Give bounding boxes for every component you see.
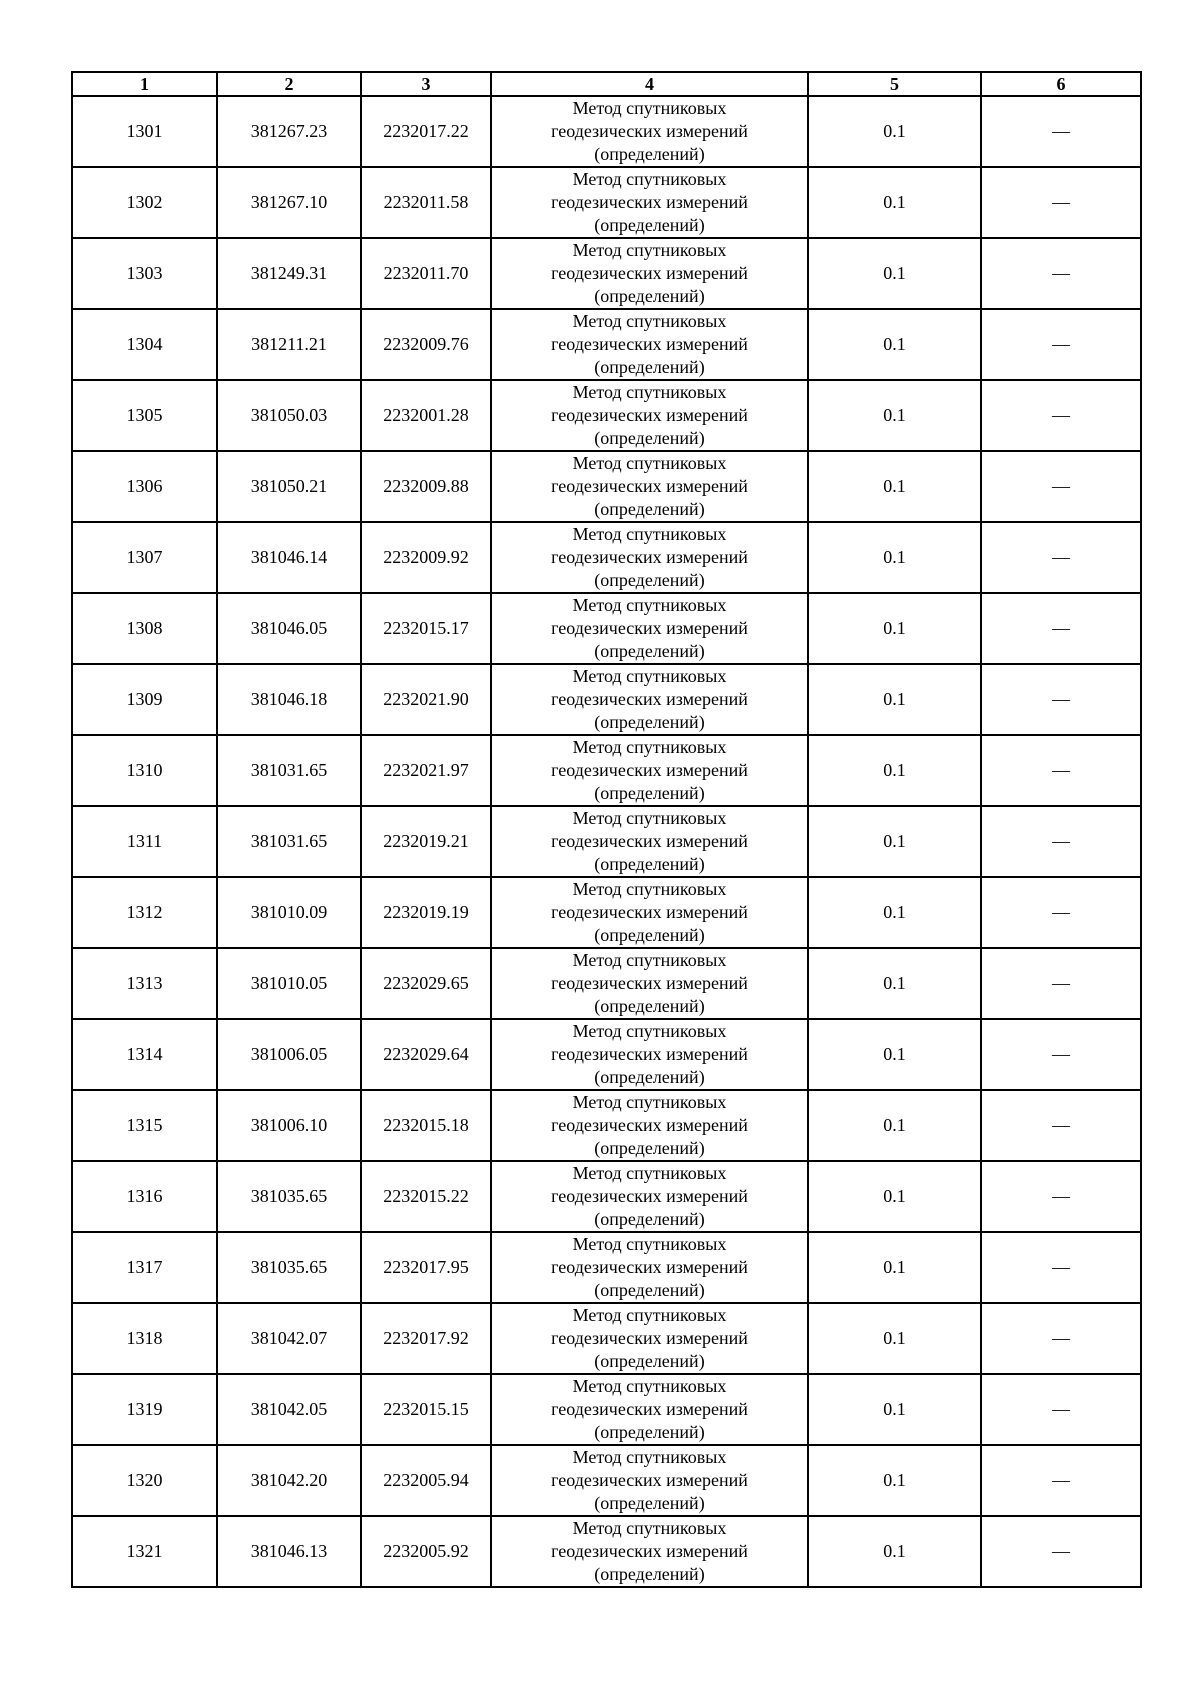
note-cell: — (981, 1090, 1141, 1161)
method-cell (491, 948, 808, 1019)
accuracy-cell: 0.1 (808, 522, 981, 593)
method-cell (491, 1445, 808, 1516)
y-coordinate-cell: 2232009.92 (361, 522, 491, 593)
method-line: геодезических измерений (551, 334, 748, 354)
table-row (72, 1090, 1141, 1161)
x-coordinate-cell: 381006.05 (217, 1019, 361, 1090)
table-row (72, 96, 1141, 167)
accuracy-cell: 0.1 (808, 1161, 981, 1232)
note-cell: — (981, 238, 1141, 309)
method-line: геодезических измерений (551, 760, 748, 780)
accuracy-cell: 0.1 (808, 96, 981, 167)
method-line: (определений) (594, 357, 705, 377)
method-line: геодезических измерений (551, 192, 748, 212)
method-line: (определений) (594, 925, 705, 945)
x-coordinate-cell: 381042.05 (217, 1374, 361, 1445)
note-cell: — (981, 593, 1141, 664)
accuracy-cell: 0.1 (808, 1232, 981, 1303)
method-line: Метод спутниковых (572, 453, 727, 473)
y-coordinate-cell: 2232029.65 (361, 948, 491, 1019)
point-number-cell: 1301 (72, 96, 217, 167)
point-number-cell: 1313 (72, 948, 217, 1019)
y-coordinate-cell: 2232017.22 (361, 96, 491, 167)
point-number-cell: 1317 (72, 1232, 217, 1303)
method-cell (491, 877, 808, 948)
method-line: Метод спутниковых (572, 879, 727, 899)
method-line: Метод спутниковых (572, 240, 727, 260)
y-coordinate-cell: 2232015.15 (361, 1374, 491, 1445)
method-line: (определений) (594, 570, 705, 590)
method-line: геодезических измерений (551, 1186, 748, 1206)
note-cell: — (981, 1161, 1141, 1232)
method-line: (определений) (594, 996, 705, 1016)
y-coordinate-cell: 2232009.76 (361, 309, 491, 380)
method-line: Метод спутниковых (572, 808, 727, 828)
note-cell: — (981, 1516, 1141, 1587)
point-number-cell: 1304 (72, 309, 217, 380)
method-line: Метод спутниковых (572, 950, 727, 970)
point-number-cell: 1306 (72, 451, 217, 522)
note-cell: — (981, 948, 1141, 1019)
x-coordinate-cell: 381035.65 (217, 1161, 361, 1232)
method-cell (491, 1516, 808, 1587)
table-row (72, 806, 1141, 877)
method-line: геодезических измерений (551, 405, 748, 425)
method-line: Метод спутниковых (572, 98, 727, 118)
method-cell (491, 96, 808, 167)
y-coordinate-cell: 2232019.19 (361, 877, 491, 948)
table-row (72, 1161, 1141, 1232)
note-cell: — (981, 1303, 1141, 1374)
header-col-1: 1 (72, 72, 217, 96)
method-line: Метод спутниковых (572, 1518, 727, 1538)
x-coordinate-cell: 381042.07 (217, 1303, 361, 1374)
method-line: (определений) (594, 215, 705, 235)
method-line: (определений) (594, 712, 705, 732)
header-col-3: 3 (361, 72, 491, 96)
accuracy-cell: 0.1 (808, 1019, 981, 1090)
method-line: (определений) (594, 1280, 705, 1300)
note-cell: — (981, 167, 1141, 238)
method-line: геодезических измерений (551, 831, 748, 851)
accuracy-cell: 0.1 (808, 451, 981, 522)
accuracy-cell: 0.1 (808, 664, 981, 735)
note-cell: — (981, 451, 1141, 522)
method-cell (491, 451, 808, 522)
note-cell: — (981, 1019, 1141, 1090)
x-coordinate-cell: 381211.21 (217, 309, 361, 380)
accuracy-cell: 0.1 (808, 735, 981, 806)
x-coordinate-cell: 381010.05 (217, 948, 361, 1019)
method-cell (491, 1090, 808, 1161)
method-line: (определений) (594, 783, 705, 803)
note-cell: — (981, 96, 1141, 167)
x-coordinate-cell: 381010.09 (217, 877, 361, 948)
note-cell: — (981, 309, 1141, 380)
method-cell (491, 380, 808, 451)
accuracy-cell: 0.1 (808, 593, 981, 664)
method-line: Метод спутниковых (572, 1163, 727, 1183)
method-line: (определений) (594, 1493, 705, 1513)
method-cell (491, 806, 808, 877)
method-line: Метод спутниковых (572, 1447, 727, 1467)
method-cell (491, 1374, 808, 1445)
accuracy-cell: 0.1 (808, 380, 981, 451)
accuracy-cell: 0.1 (808, 167, 981, 238)
method-line: Метод спутниковых (572, 595, 727, 615)
table-row (72, 735, 1141, 806)
x-coordinate-cell: 381046.13 (217, 1516, 361, 1587)
point-number-cell: 1314 (72, 1019, 217, 1090)
x-coordinate-cell: 381046.05 (217, 593, 361, 664)
method-line: (определений) (594, 428, 705, 448)
method-line: Метод спутниковых (572, 1092, 727, 1112)
y-coordinate-cell: 2232015.18 (361, 1090, 491, 1161)
accuracy-cell: 0.1 (808, 238, 981, 309)
table-header (72, 72, 1141, 96)
method-line: Метод спутниковых (572, 382, 727, 402)
y-coordinate-cell: 2232009.88 (361, 451, 491, 522)
coordinates-table (71, 71, 1142, 1588)
point-number-cell: 1319 (72, 1374, 217, 1445)
method-line: геодезических измерений (551, 263, 748, 283)
method-line: геодезических измерений (551, 1044, 748, 1064)
method-line: геодезических измерений (551, 1470, 748, 1490)
method-line: геодезических измерений (551, 689, 748, 709)
method-line: геодезических измерений (551, 1115, 748, 1135)
point-number-cell: 1320 (72, 1445, 217, 1516)
method-line: геодезических измерений (551, 1399, 748, 1419)
accuracy-cell: 0.1 (808, 1303, 981, 1374)
point-number-cell: 1303 (72, 238, 217, 309)
table-body (72, 96, 1141, 1587)
method-cell (491, 522, 808, 593)
method-line: геодезических измерений (551, 1328, 748, 1348)
method-cell (491, 1303, 808, 1374)
method-line: (определений) (594, 1067, 705, 1087)
method-line: (определений) (594, 641, 705, 661)
table-row (72, 1516, 1141, 1587)
method-line: (определений) (594, 854, 705, 874)
note-cell: — (981, 1232, 1141, 1303)
point-number-cell: 1315 (72, 1090, 217, 1161)
method-line: геодезических измерений (551, 1541, 748, 1561)
table-row (72, 1303, 1141, 1374)
method-line: (определений) (594, 1564, 705, 1584)
y-coordinate-cell: 2232029.64 (361, 1019, 491, 1090)
y-coordinate-cell: 2232011.70 (361, 238, 491, 309)
accuracy-cell: 0.1 (808, 1445, 981, 1516)
point-number-cell: 1311 (72, 806, 217, 877)
header-col-5: 5 (808, 72, 981, 96)
accuracy-cell: 0.1 (808, 1090, 981, 1161)
point-number-cell: 1312 (72, 877, 217, 948)
x-coordinate-cell: 381035.65 (217, 1232, 361, 1303)
method-cell (491, 593, 808, 664)
x-coordinate-cell: 381050.03 (217, 380, 361, 451)
method-cell (491, 1232, 808, 1303)
header-col-2: 2 (217, 72, 361, 96)
method-line: Метод спутниковых (572, 1234, 727, 1254)
accuracy-cell: 0.1 (808, 1516, 981, 1587)
point-number-cell: 1316 (72, 1161, 217, 1232)
table-row (72, 1232, 1141, 1303)
note-cell: — (981, 806, 1141, 877)
method-line: геодезических измерений (551, 1257, 748, 1277)
table-row (72, 1374, 1141, 1445)
method-cell (491, 238, 808, 309)
method-line: Метод спутниковых (572, 1021, 727, 1041)
note-cell: — (981, 735, 1141, 806)
note-cell: — (981, 1374, 1141, 1445)
method-line: геодезических измерений (551, 618, 748, 638)
method-line: Метод спутниковых (572, 524, 727, 544)
point-number-cell: 1321 (72, 1516, 217, 1587)
note-cell: — (981, 877, 1141, 948)
accuracy-cell: 0.1 (808, 806, 981, 877)
table-row (72, 664, 1141, 735)
y-coordinate-cell: 2232017.92 (361, 1303, 491, 1374)
note-cell: — (981, 522, 1141, 593)
y-coordinate-cell: 2232017.95 (361, 1232, 491, 1303)
y-coordinate-cell: 2232011.58 (361, 167, 491, 238)
y-coordinate-cell: 2232005.92 (361, 1516, 491, 1587)
table-row (72, 522, 1141, 593)
method-line: (определений) (594, 1422, 705, 1442)
method-line: (определений) (594, 1138, 705, 1158)
y-coordinate-cell: 2232019.21 (361, 806, 491, 877)
point-number-cell: 1307 (72, 522, 217, 593)
x-coordinate-cell: 381050.21 (217, 451, 361, 522)
point-number-cell: 1302 (72, 167, 217, 238)
table-row (72, 1019, 1141, 1090)
header-col-4: 4 (491, 72, 808, 96)
x-coordinate-cell: 381006.10 (217, 1090, 361, 1161)
y-coordinate-cell: 2232021.90 (361, 664, 491, 735)
x-coordinate-cell: 381249.31 (217, 238, 361, 309)
table-row (72, 380, 1141, 451)
y-coordinate-cell: 2232015.22 (361, 1161, 491, 1232)
point-number-cell: 1308 (72, 593, 217, 664)
method-line: Метод спутниковых (572, 666, 727, 686)
header-col-6: 6 (981, 72, 1141, 96)
note-cell: — (981, 664, 1141, 735)
point-number-cell: 1318 (72, 1303, 217, 1374)
header-row (72, 72, 1141, 96)
y-coordinate-cell: 2232001.28 (361, 380, 491, 451)
table-row (72, 309, 1141, 380)
table-row (72, 948, 1141, 1019)
point-number-cell: 1305 (72, 380, 217, 451)
method-line: Метод спутниковых (572, 737, 727, 757)
y-coordinate-cell: 2232005.94 (361, 1445, 491, 1516)
point-number-cell: 1309 (72, 664, 217, 735)
note-cell: — (981, 1445, 1141, 1516)
point-number-cell: 1310 (72, 735, 217, 806)
table-row (72, 877, 1141, 948)
accuracy-cell: 0.1 (808, 309, 981, 380)
x-coordinate-cell: 381031.65 (217, 735, 361, 806)
x-coordinate-cell: 381267.23 (217, 96, 361, 167)
method-cell (491, 167, 808, 238)
table-row (72, 167, 1141, 238)
method-line: геодезических измерений (551, 476, 748, 496)
method-line: Метод спутниковых (572, 1376, 727, 1396)
accuracy-cell: 0.1 (808, 948, 981, 1019)
method-line: (определений) (594, 1351, 705, 1371)
table-row (72, 451, 1141, 522)
method-line: (определений) (594, 1209, 705, 1229)
x-coordinate-cell: 381042.20 (217, 1445, 361, 1516)
y-coordinate-cell: 2232015.17 (361, 593, 491, 664)
note-cell: — (981, 380, 1141, 451)
method-line: Метод спутниковых (572, 1305, 727, 1325)
table-row (72, 238, 1141, 309)
x-coordinate-cell: 381046.14 (217, 522, 361, 593)
method-cell (491, 735, 808, 806)
method-line: геодезических измерений (551, 973, 748, 993)
method-cell (491, 664, 808, 735)
table-row (72, 1445, 1141, 1516)
accuracy-cell: 0.1 (808, 1374, 981, 1445)
method-line: (определений) (594, 286, 705, 306)
x-coordinate-cell: 381046.18 (217, 664, 361, 735)
method-line: Метод спутниковых (572, 311, 727, 331)
x-coordinate-cell: 381031.65 (217, 806, 361, 877)
method-cell (491, 1019, 808, 1090)
method-cell (491, 309, 808, 380)
method-line: геодезических измерений (551, 902, 748, 922)
accuracy-cell: 0.1 (808, 877, 981, 948)
method-line: (определений) (594, 499, 705, 519)
y-coordinate-cell: 2232021.97 (361, 735, 491, 806)
method-line: геодезических измерений (551, 547, 748, 567)
method-line: геодезических измерений (551, 121, 748, 141)
table-row (72, 593, 1141, 664)
method-line: (определений) (594, 144, 705, 164)
method-cell (491, 1161, 808, 1232)
x-coordinate-cell: 381267.10 (217, 167, 361, 238)
method-line: Метод спутниковых (572, 169, 727, 189)
